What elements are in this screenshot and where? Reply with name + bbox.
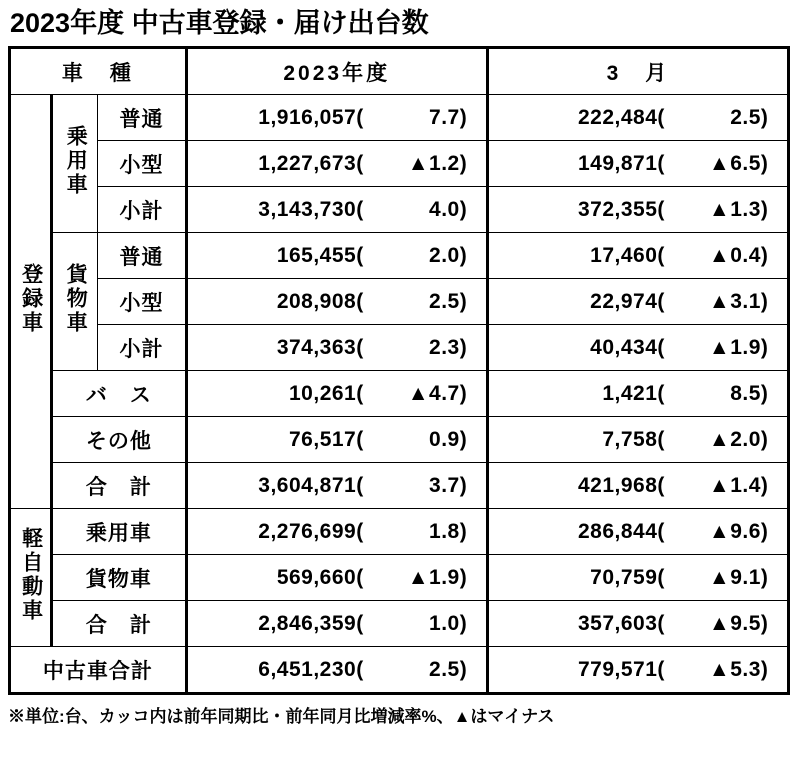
table-row-total [10,647,789,694]
used-car-registration-table [8,46,790,695]
row-label: その他 [52,417,187,463]
table-header-row [10,48,789,95]
cell-month: 286,844( ▲9.6) [487,509,788,555]
table-row [10,417,789,463]
table-row [10,233,789,279]
cell-fy: 10,261( ▲4.7) [186,371,487,417]
table-row [10,141,789,187]
cell-fy: 6,451,230( 2.5) [186,647,487,694]
header-fiscal-year: 2023年度 [186,48,487,95]
row-label: 乗用車 [52,509,187,555]
table-row [10,95,789,141]
cell-fy: 1,916,057( 7.7) [186,95,487,141]
cell-fy: 374,363( 2.3) [186,325,487,371]
cell-fy: 3,604,871( 3.7) [186,463,487,509]
row-label: バ ス [52,371,187,417]
row-label: 合 計 [52,463,187,509]
cell-fy: 2,846,359( 1.0) [186,601,487,647]
table-row [10,325,789,371]
table-row [10,509,789,555]
table-row [10,187,789,233]
cell-fy: 569,660( ▲1.9) [186,555,487,601]
row-label-grand-total: 中古車合計 [10,647,187,694]
cell-fy: 1,227,673( ▲1.2) [186,141,487,187]
page-title: 2023年度 中古車登録・届け出台数 [10,8,429,38]
cell-month: 17,460( ▲0.4) [487,233,788,279]
cell-month: 40,434( ▲1.9) [487,325,788,371]
cell-month: 70,759( ▲9.1) [487,555,788,601]
cell-month: 779,571( ▲5.3) [487,647,788,694]
table-footnote: ※単位:台、カッコ内は前年同期比・前年同月比増減率%、▲はマイナス [8,707,555,726]
group-label-freight: 貨物車 [52,233,98,371]
group-label-registered: 登録車 [10,95,52,509]
row-label: 普通 [98,233,186,279]
cell-fy: 2,276,699( 1.8) [186,509,487,555]
row-label: 普通 [98,95,186,141]
row-label: 小計 [98,187,186,233]
table-row [10,371,789,417]
row-label: 合 計 [52,601,187,647]
cell-month: 7,758( ▲2.0) [487,417,788,463]
table-row [10,555,789,601]
table-row [10,463,789,509]
group-label-passenger: 乗用車 [52,95,98,233]
cell-fy: 3,143,730( 4.0) [186,187,487,233]
cell-month: 22,974( ▲3.1) [487,279,788,325]
cell-fy: 208,908( 2.5) [186,279,487,325]
group-label-kei: 軽自動車 [10,509,52,647]
row-label: 小型 [98,279,186,325]
row-label: 小計 [98,325,186,371]
cell-month: 222,484( 2.5) [487,95,788,141]
header-month: 3 月 [487,48,788,95]
table-row [10,279,789,325]
cell-month: 372,355( ▲1.3) [487,187,788,233]
cell-month: 421,968( ▲1.4) [487,463,788,509]
cell-month: 1,421( 8.5) [487,371,788,417]
cell-month: 149,871( ▲6.5) [487,141,788,187]
cell-fy: 76,517( 0.9) [186,417,487,463]
row-label: 小型 [98,141,186,187]
row-label: 貨物車 [52,555,187,601]
table-row [10,601,789,647]
header-category: 車 種 [10,48,187,95]
cell-month: 357,603( ▲9.5) [487,601,788,647]
cell-fy: 165,455( 2.0) [186,233,487,279]
